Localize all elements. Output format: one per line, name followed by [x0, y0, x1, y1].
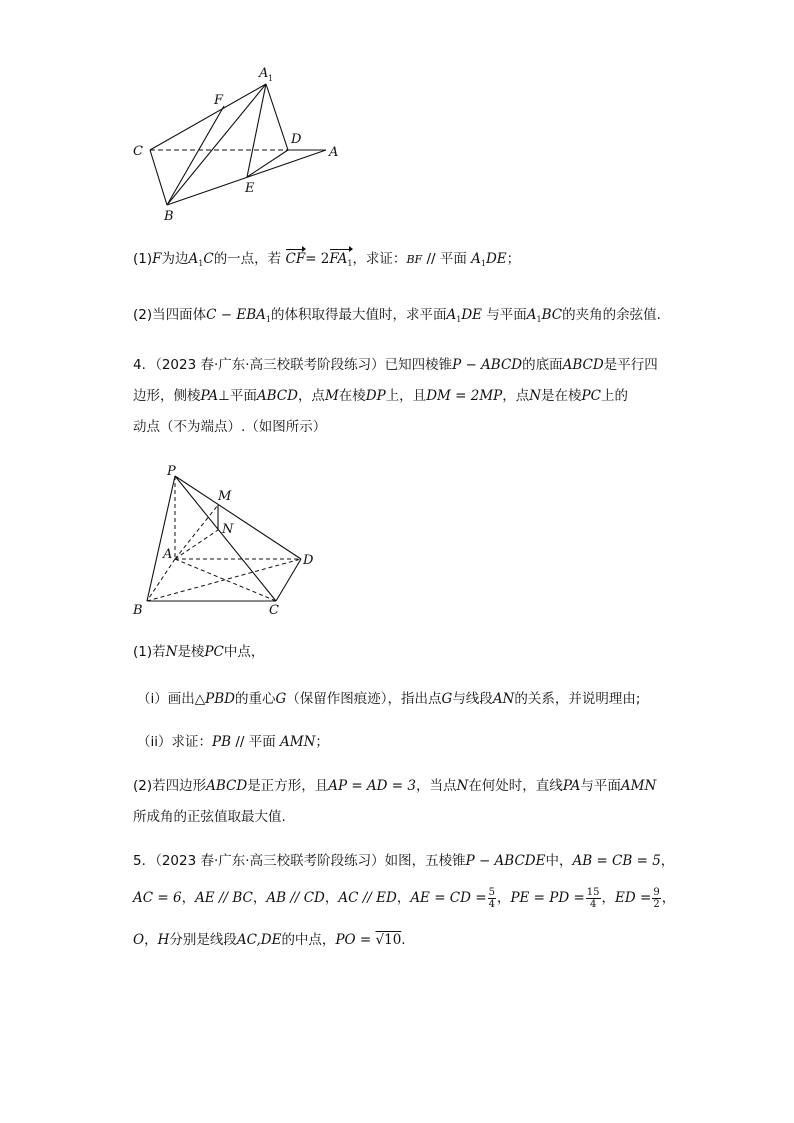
p3-question-2: (2)当四面体$C - EBA_1$的体积取得最大值时，求平面$A_1DE$ 与平面$A_1BC$的夹角的余弦值.	[133, 307, 661, 324]
p4-question-2: (2)若四边形ABCD是正方形，且AP = AD = 3，当点N在何处时，直线PA与平面AMN	[133, 778, 657, 794]
label-a1-sub: 1	[268, 74, 274, 83]
label-a: A	[329, 145, 339, 160]
segment-a-m-dashed	[175, 505, 218, 559]
label-c: C	[133, 144, 143, 159]
label-m: M	[218, 489, 232, 504]
p4-question-1-ii: （ii）求证：PB // 平面 AMN；	[137, 734, 329, 750]
label-b: B	[133, 603, 143, 618]
label-b: B	[164, 209, 174, 224]
p5-line-2: AC = 6，AE // BC，AB // CD，AC // ED，AE = CD = $\frac{5}{4}$ ，PE = PD = $\frac{15}{4}$ ，ED = $\frac{9}{2}$ ，	[133, 886, 676, 910]
edge-a-c-dashed	[175, 559, 276, 601]
edge-c-d	[276, 559, 301, 601]
p3-question-1: (1)F为边$A_1C$的一点，若 $CF= 2FA_1$，求证：BF // 平面 $A_1DE$；	[133, 249, 520, 274]
label-p: P	[167, 464, 176, 479]
edge-b-d-dashed	[147, 559, 301, 601]
edge-e-d	[247, 150, 288, 177]
edge-a1-e	[247, 84, 266, 177]
label-d: D	[291, 132, 302, 147]
label-e: E	[245, 181, 255, 196]
p5-line-3: O，H分别是线段AC,DE的中点，PO = √10.	[133, 932, 406, 948]
p4-question-2-cont: 所成角的正弦值取最大值.	[133, 809, 286, 825]
label-a1: A	[259, 66, 269, 81]
label-c: C	[269, 603, 279, 618]
p4-line-1: 4．（2023 春·广东·高三校联考阶段练习）已知四棱锥P − ABCD的底面ABCD是平行四	[133, 357, 658, 373]
vector-fa1: $FA_1$	[329, 249, 352, 274]
edge-c-b	[150, 150, 167, 205]
edge-a1-d	[266, 84, 288, 150]
fraction-5-4: $\frac{5}{4}$	[488, 886, 495, 910]
label-d: D	[303, 553, 314, 568]
segment-a-n-dashed	[175, 530, 218, 559]
p4-question-1-i: （i）画出△PBD的重心G（保留作图痕迹），指出点G与线段AN的关系，并说明理由;	[137, 691, 641, 707]
p4-line-2: 边形，侧棱PA⊥平面ABCD，点M在棱DP上，且DM = 2MP，点N是在棱PC上的	[133, 388, 628, 404]
edge-c-a1	[150, 84, 266, 150]
edge-b-f	[167, 106, 224, 205]
p4-line-3: 动点（不为端点）.（如图所示）	[133, 419, 327, 435]
fraction-15-4: $\frac{15}{4}$	[586, 886, 600, 910]
vector-cf: CF	[285, 251, 306, 267]
p4-question-1: (1)若N是棱PC中点，	[133, 644, 265, 660]
p5-line-1: 5．（2023 春·广东·高三校联考阶段练习）如图，五棱锥P − ABCDE中，AB = CB = 5，	[133, 853, 675, 869]
label-a: A	[163, 547, 173, 562]
label-f: F	[214, 93, 224, 108]
label-n: N	[222, 522, 234, 537]
fraction-9-2: $\frac{9}{2}$	[653, 886, 660, 910]
edge-b-a	[167, 150, 326, 205]
edge-p-b	[147, 476, 175, 601]
